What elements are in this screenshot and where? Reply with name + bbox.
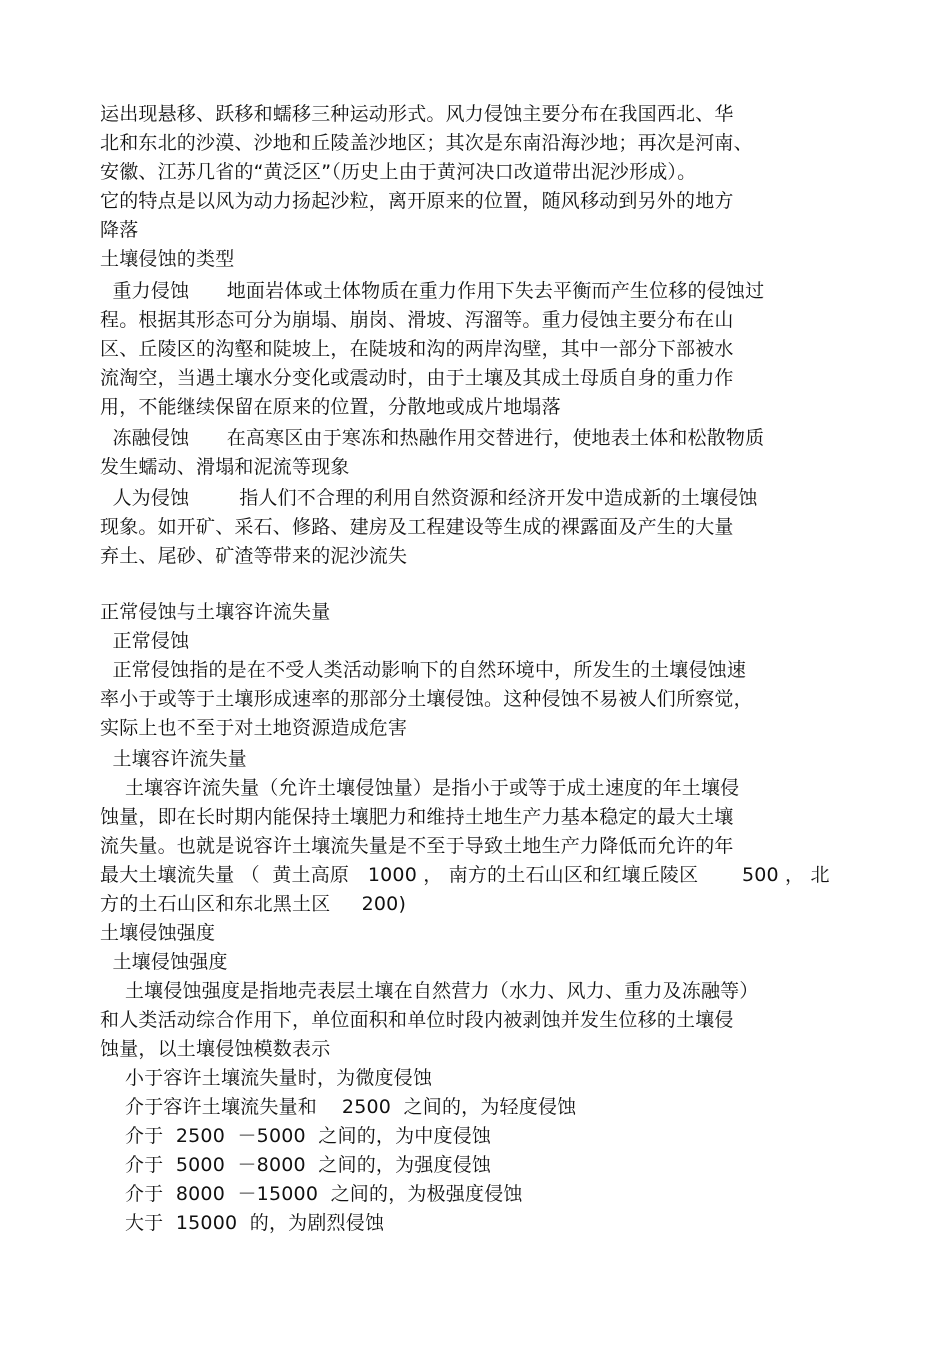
subsection-heading: 正常侵蚀 [100,630,190,652]
text-line: 发生蠕动、滑塌和泥流等现象 [100,456,350,478]
text-line: 流失量。也就是说容许土壤流失量是不至于导致土地生产力降低而允许的年 [100,835,734,857]
list-item: 小于容许土壤流失量时，为微度侵蚀 [100,1067,433,1089]
list-item: 介于 2500 －5000 之间的，为中度侵蚀 [100,1125,492,1147]
text-line: 重力侵蚀 地面岩体或土体物质在重力作用下失去平衡而产生位移的侵蚀过 [100,280,765,302]
text-line: 土壤侵蚀强度是指地壳表层土壤在自然营力（水力、风力、重力及冻融等） [100,980,759,1002]
text-line: 流淘空，当遇土壤水分变化或震动时，由于土壤及其成土母质自身的重力作 [100,367,734,389]
text-line: 人为侵蚀 指人们不合理的利用自然资源和经济开发中造成新的土壤侵蚀 [100,487,758,509]
text-line: 蚀量，以土壤侵蚀模数表示 [100,1038,331,1060]
text-line: 用，不能继续保留在原来的位置，分散地或成片地塌落 [100,396,561,418]
text-line: 现象。如开矿、采石、修路、建房及工程建设等生成的裸露面及产生的大量 [100,516,734,538]
text-line: 方的土石山区和东北黑土区 200) [100,893,407,915]
text-line: 运出现悬移、跃移和蠕移三种运动形式。风力侵蚀主要分布在我国西北、华 [100,103,734,125]
section-heading: 土壤侵蚀强度 [100,922,216,944]
text-line: 降落 [100,219,139,241]
text-line: 和人类活动综合作用下，单位面积和单位时段内被剥蚀并发生位移的土壤侵 [100,1009,734,1031]
text-line: 程。根据其形态可分为崩塌、崩岗、滑坡、泻溜等。重力侵蚀主要分布在山 [100,309,734,331]
list-item: 大于 15000 的，为剧烈侵蚀 [100,1212,385,1234]
text-line: 冻融侵蚀 在高寒区由于寒冻和热融作用交替进行，使地表土体和松散物质 [100,427,765,449]
text-line: 正常侵蚀指的是在不受人类活动影响下的自然环境中，所发生的土壤侵蚀速 [100,659,747,681]
list-item: 介于容许土壤流失量和 2500 之间的，为轻度侵蚀 [100,1096,577,1118]
text-line: 土壤容许流失量（允许土壤侵蚀量）是指小于或等于成土速度的年土壤侵 [100,777,740,799]
section-heading: 正常侵蚀与土壤容许流失量 [100,601,331,623]
list-item: 介于 8000 －15000 之间的，为极强度侵蚀 [100,1183,523,1205]
text-line: 区、丘陵区的沟壑和陡坡上，在陡坡和沟的两岸沟壁，其中一部分下部被水 [100,338,734,360]
text-line: 蚀量，即在长时期内能保持土壤肥力和维持土地生产力基本稳定的最大土壤 [100,806,734,828]
text-line: 率小于或等于土壤形成速率的那部分土壤侵蚀。这种侵蚀不易被人们所察觉， [100,688,753,710]
list-item: 介于 5000 －8000 之间的，为强度侵蚀 [100,1154,492,1176]
text-line: 最大土壤流失量 （ 黄土高原 1000 ， 南方的土石山区和红壤丘陵区 500 ， 北 [100,864,830,886]
text-line: 它的特点是以风为动力扬起沙粒，离开原来的位置，随风移动到另外的地方 [100,190,734,212]
subsection-heading: 土壤侵蚀强度 [100,951,228,973]
text-line: 北和东北的沙漠、沙地和丘陵盖沙地区；其次是东南沿海沙地；再次是河南、 [100,132,753,154]
subsection-heading: 土壤容许流失量 [100,748,247,770]
text-line: 实际上也不至于对土地资源造成危害 [100,717,408,739]
text-line: 弃土、尾砂、矿渣等带来的泥沙流失 [100,545,408,567]
section-heading: 土壤侵蚀的类型 [100,248,235,270]
text-line: 安徽、江苏几省的“黄泛区”（历史上由于黄河决口改道带出泥沙形成）。 [100,161,697,183]
